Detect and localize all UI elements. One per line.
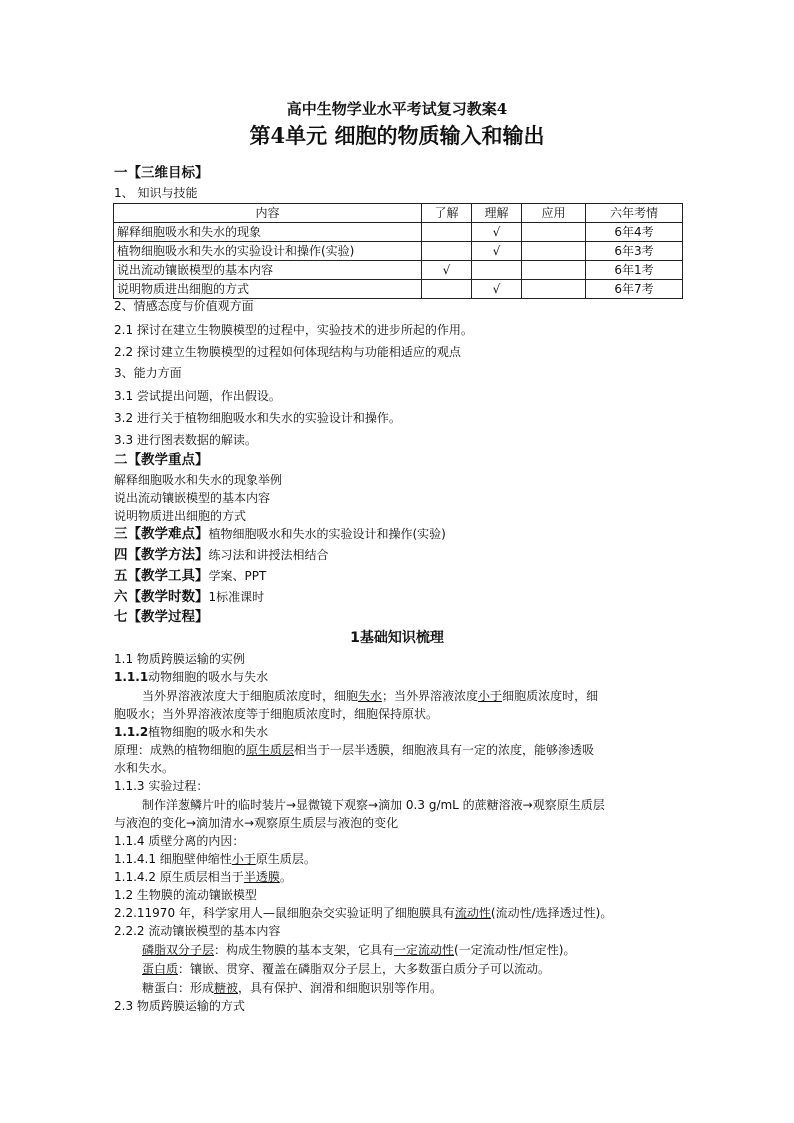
underlined-answer: 小于 — [478, 689, 503, 703]
text-run: 相当于一层半透膜，细胞液具有一定的浓度，能够渗透吸 — [294, 743, 595, 757]
list-item: 说出流动镶嵌模型的基本内容 — [114, 491, 271, 505]
text-run: 当外界溶液浓度大于细胞质浓度时，细胞 — [142, 689, 359, 703]
text-run: (流动性/选择透过性)。 — [490, 906, 613, 920]
section-text: 学案、PPT — [208, 569, 267, 583]
list-item: 解释细胞吸水和失水的现象举例 — [114, 473, 283, 487]
paragraph: 制作洋葱鳞片叶的临时装片→显微镜下观察→滴加 0.3 g/mL 的蔗糖溶液→观察原生质层 — [142, 798, 605, 812]
table-cell — [422, 242, 472, 261]
paragraph: 胞吸水；当外界溶液浓度等于细胞质浓度时，细胞保持原状。 — [114, 707, 439, 721]
underlined-answer: 失水 — [358, 689, 383, 703]
text-run: (一定流动性/恒定性)。 — [454, 943, 576, 957]
paragraph — [114, 742, 594, 758]
paragraph — [142, 980, 442, 996]
subsection-title: 植物细胞的吸水和失水 — [148, 725, 269, 739]
paragraph: 3.3 进行图表数据的解读。 — [114, 433, 257, 447]
section-heading-method: 四【教学方法】 — [114, 547, 209, 563]
paragraph: 与液泡的变化→滴加清水→观察原生质层与液泡的变化 — [114, 816, 399, 830]
paragraph — [142, 942, 575, 958]
header-cell: 了解 — [422, 204, 472, 223]
text-run: 1.1.4.2 原生质层相当于 — [114, 870, 244, 884]
section-heading-tools: 五【教学工具】 — [114, 568, 209, 584]
section-difficulty — [114, 526, 446, 542]
paragraph — [114, 869, 292, 885]
table-cell: 说出流动镶嵌模型的基本内容 — [114, 261, 422, 280]
subsection-heading: 2.2.2 流动镶嵌模型的基本内容 — [114, 924, 281, 938]
underlined-answer: 原生质层 — [246, 743, 295, 757]
underlined-answer: 流动性 — [454, 906, 491, 920]
table-cell: 6年1考 — [586, 261, 683, 280]
paragraph: 3.1 尝试提出问题，作出假设。 — [114, 389, 281, 403]
text-run: 糖蛋白：形成 — [142, 981, 215, 995]
underlined-answer: 蛋白质 — [142, 962, 179, 976]
section-heading-difficulty: 三【教学难点】 — [114, 526, 209, 542]
table-cell — [522, 223, 586, 242]
document-title: 高中生物学业水平考试复习教案4 — [286, 100, 508, 118]
text-run: ；当外界溶液浓度 — [382, 689, 479, 703]
subsection-heading: 1.2 生物膜的流动镶嵌模型 — [114, 888, 257, 902]
text-run: 1.1.4.1 细胞壁伸缩性 — [114, 852, 232, 866]
table-cell — [472, 261, 522, 280]
text-run: ：镶嵌、贯穿、覆盖在磷脂双分子层上，大多数蛋白质分子可以流动。 — [178, 962, 551, 976]
table-cell: √ — [472, 223, 522, 242]
subsection-heading — [114, 724, 268, 740]
table-cell: √ — [472, 280, 522, 299]
section-heading-process: 七【教学过程】 — [114, 609, 209, 625]
subsection-heading: 1.1.3 实验过程： — [114, 779, 209, 793]
table-row — [114, 242, 683, 261]
section-heading-hours: 六【教学时数】 — [114, 589, 209, 605]
table-cell — [522, 261, 586, 280]
table-cell — [522, 242, 586, 261]
subsection-heading — [114, 669, 268, 685]
header-cell: 六年考情 — [586, 204, 683, 223]
table-cell: 植物细胞吸水和失水的实验设计和操作(实验) — [114, 242, 422, 261]
section-heading-objectives: 一【三维目标】 — [114, 165, 209, 181]
underlined-answer: 一定流动性 — [394, 943, 455, 957]
section-text: 练习法和讲授法相结合 — [208, 548, 329, 562]
paragraph — [142, 961, 550, 977]
table-cell: √ — [472, 242, 522, 261]
table-cell: 解释细胞吸水和失水的现象 — [114, 223, 422, 242]
table-cell: 6年4考 — [586, 223, 683, 242]
underlined-answer: 磷脂双分子层 — [142, 943, 215, 957]
header-cell: 应用 — [522, 204, 586, 223]
paragraph — [114, 905, 612, 921]
section-number: 1.1.1 — [114, 670, 149, 684]
text-run: 细胞质浓度时，细 — [502, 689, 599, 703]
objectives-table — [113, 203, 683, 299]
table-cell: 6年3考 — [586, 242, 683, 261]
table-cell: √ — [422, 261, 472, 280]
paragraph: 水和失水。 — [114, 761, 175, 775]
section-tools — [114, 568, 266, 584]
paragraph: 3.2 进行关于植物细胞吸水和失水的实验设计和操作。 — [114, 411, 401, 425]
list-item: 说明物质进出细胞的方式 — [114, 509, 247, 523]
paragraph — [142, 688, 598, 704]
table-cell: 说明物质进出细胞的方式 — [114, 280, 422, 299]
paragraph — [114, 851, 316, 867]
underlined-answer: 小于 — [231, 852, 256, 866]
table-cell — [422, 223, 472, 242]
paragraph: 2.1 探讨在建立生物膜模型的过程中，实验技术的进步所起的作用。 — [114, 323, 473, 337]
section-method — [114, 547, 329, 563]
section-text: 1标准课时 — [208, 590, 265, 604]
section-number: 1.1.2 — [114, 725, 149, 739]
text-run: ，具有保护、润滑和细胞识别等作用。 — [238, 981, 443, 995]
text-run: 2.2.11970 年，科学家用人—鼠细胞杂交实验证明了细胞膜具有 — [114, 906, 455, 920]
table-row — [114, 261, 683, 280]
table-row — [114, 223, 683, 242]
part-heading: 1基础知识梳理 — [350, 630, 444, 646]
table-cell: 6年7考 — [586, 280, 683, 299]
section-heading-key-points: 二【教学重点】 — [114, 452, 209, 468]
table-cell — [522, 280, 586, 299]
paragraph: 2.2 探讨建立生物膜模型的过程如何体现结构与功能相适应的观点 — [114, 345, 461, 359]
text-run: 原生质层。 — [255, 852, 316, 866]
table-header-row — [114, 204, 683, 223]
subheading-knowledge: 1、 知识与技能 — [114, 186, 198, 200]
section-text: 植物细胞吸水和失水的实验设计和操作(实验) — [208, 527, 446, 541]
section-hours — [114, 589, 264, 605]
header-cell: 内容 — [114, 204, 422, 223]
text-run: 。 — [279, 870, 292, 884]
subsection-heading: 2.3 物质跨膜运输的方式 — [114, 999, 245, 1013]
subsection-title: 动物细胞的吸水与失水 — [148, 670, 269, 684]
header-cell: 理解 — [472, 204, 522, 223]
table-cell — [422, 280, 472, 299]
subheading-attitude: 2、情感态度与价值观方面 — [114, 299, 254, 313]
unit-title: 第4单元 细胞的物质输入和输出 — [249, 123, 545, 148]
text-run: 原理：成熟的植物细胞的 — [114, 743, 247, 757]
subheading-ability: 3、能力方面 — [114, 366, 182, 380]
table-row — [114, 280, 683, 299]
underlined-answer: 半透膜 — [243, 870, 280, 884]
subsection-heading: 1.1 物质跨膜运输的实例 — [114, 652, 245, 666]
underlined-answer: 糖被 — [214, 981, 239, 995]
text-run: ：构成生物膜的基本支架，它具有 — [214, 943, 395, 957]
subsection-heading: 1.1.4 质壁分离的内因： — [114, 834, 245, 848]
